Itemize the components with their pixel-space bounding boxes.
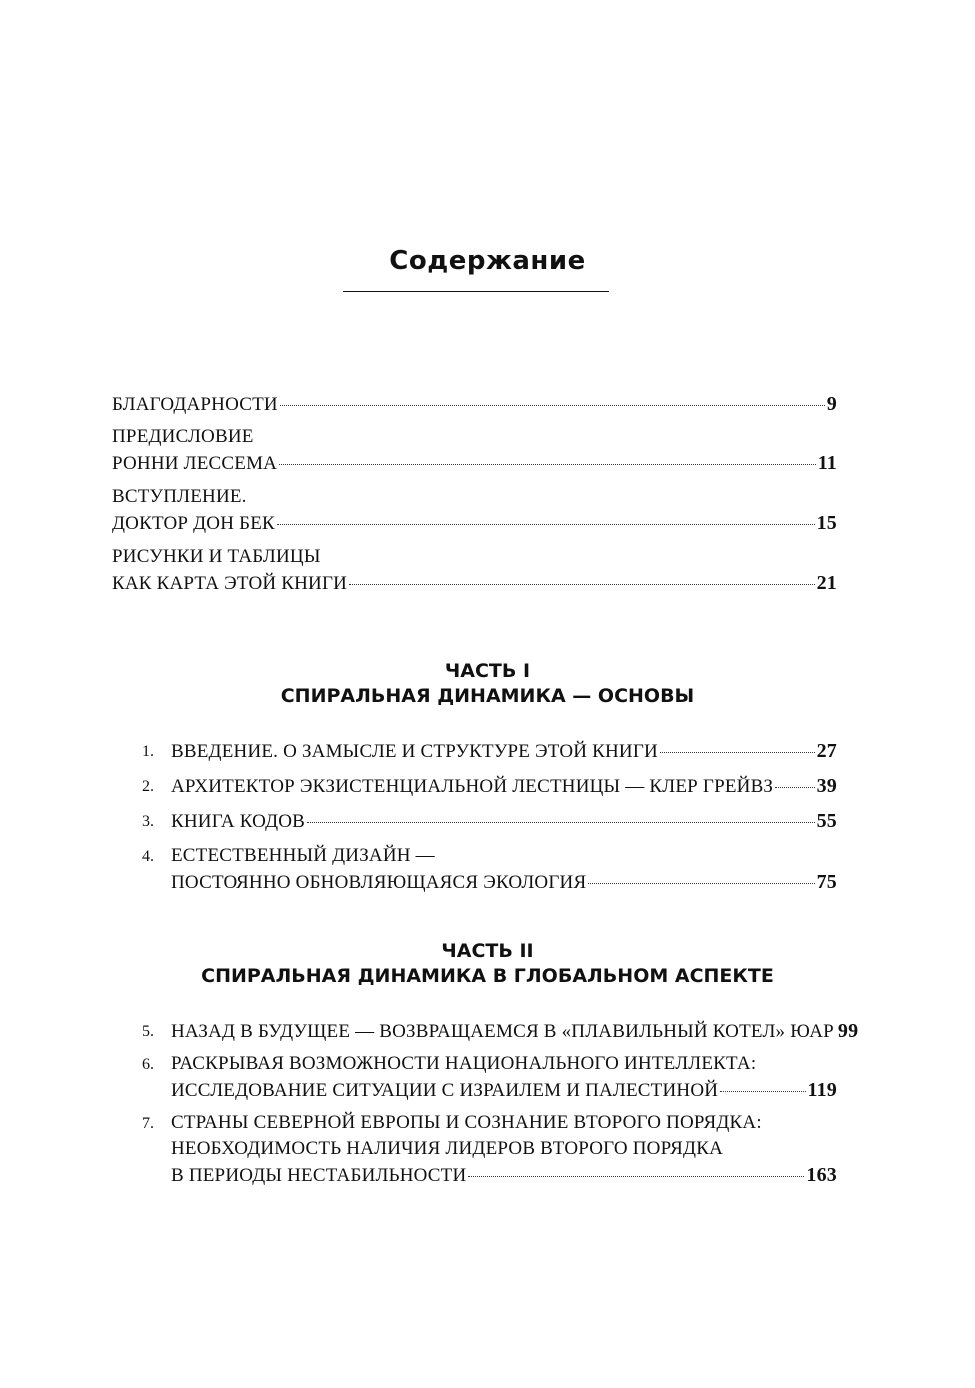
toc-entry-acknowledgements[interactable] — [112, 391, 837, 417]
part-label: ЧАСТЬ I — [444, 660, 531, 682]
toc-entry-introduction[interactable] — [112, 484, 837, 536]
toc-entry-title-line: ЕСТЕСТВЕННЫЙ ДИЗАЙН — — [171, 845, 435, 866]
part-title: СПИРАЛЬНАЯ ДИНАМИКА — ОСНОВЫ — [280, 685, 695, 707]
toc-page-number: 11 — [817, 452, 837, 474]
toc-entry-title: ДОКТОР ДОН БЕК — [112, 513, 275, 534]
toc-entry-title: РОННИ ЛЕССЕМА — [112, 453, 278, 474]
toc-chapter-4[interactable] — [171, 843, 837, 895]
toc-page-number: 21 — [816, 572, 837, 594]
dot-leader — [279, 464, 816, 465]
part-label: ЧАСТЬ II — [441, 940, 534, 962]
dot-leader — [277, 524, 815, 525]
toc-entry-title-line: СТРАНЫ СЕВЕРНОЙ ЕВРОПЫ И СОЗНАНИЕ ВТОРОГО ПОРЯДКА: — [171, 1112, 762, 1133]
toc-entry-title: ИССЛЕДОВАНИЕ СИТУАЦИИ С ИЗРАИЛЕМ И ПАЛЕСТИНОЙ — [171, 1080, 719, 1101]
title-divider — [343, 291, 609, 292]
toc-chapter-5[interactable] — [171, 1018, 859, 1044]
toc-entry-title: В ПЕРИОДЫ НЕСТАБИЛЬНОСТИ — [171, 1165, 467, 1186]
dot-leader — [468, 1176, 804, 1177]
chapter-number: 3. — [142, 813, 154, 830]
toc-entry-title-line: РАСКРЫВАЯ ВОЗМОЖНОСТИ НАЦИОНАЛЬНОГО ИНТЕЛЛЕКТА: — [171, 1053, 757, 1074]
chapter-number: 5. — [142, 1023, 154, 1040]
toc-page-number: 99 — [837, 1020, 859, 1042]
dot-leader — [307, 822, 815, 823]
dot-leader — [280, 405, 825, 406]
toc-chapter-3[interactable] — [171, 808, 837, 834]
chapter-number: 4. — [142, 848, 154, 865]
chapter-number: 2. — [142, 778, 154, 795]
toc-entry-title: ВВЕДЕНИЕ. О ЗАМЫСЛЕ И СТРУКТУРЕ ЭТОЙ КНИГИ — [171, 741, 658, 762]
toc-entry-title: КАК КАРТА ЭТОЙ КНИГИ — [112, 573, 348, 594]
toc-page-number: 75 — [816, 871, 837, 893]
dot-leader — [720, 1091, 805, 1092]
toc-entry-figures-and-tables[interactable] — [112, 544, 837, 596]
part-heading[interactable] — [0, 939, 975, 989]
toc-chapter-1[interactable] — [171, 738, 837, 764]
toc-page-number: 9 — [826, 393, 837, 415]
chapter-number: 7. — [142, 1115, 154, 1132]
part-title: СПИРАЛЬНАЯ ДИНАМИКА В ГЛОБАЛЬНОМ АСПЕКТЕ — [201, 965, 774, 987]
toc-entry-title: НАЗАД В БУДУЩЕЕ — ВОЗВРАЩАЕМСЯ В «ПЛАВИЛЬНЫЙ КОТЕЛ» ЮАР — [171, 1021, 834, 1042]
dot-leader — [588, 883, 814, 884]
toc-page-number: 15 — [816, 512, 837, 534]
toc-page-number: 55 — [816, 810, 837, 832]
dot-leader — [660, 752, 815, 753]
toc-entry-title-line: НЕОБХОДИМОСТЬ НАЛИЧИЯ ЛИДЕРОВ ВТОРОГО ПОРЯДКА — [171, 1138, 723, 1159]
dot-leader — [775, 787, 814, 788]
toc-entry-title-line: ПРЕДИСЛОВИЕ — [112, 426, 254, 447]
toc-entry-title-line: ВСТУПЛЕНИЕ. — [112, 486, 247, 507]
toc-page-number: 163 — [806, 1164, 837, 1186]
chapter-number: 1. — [142, 743, 154, 760]
toc-chapter-6[interactable] — [171, 1051, 837, 1103]
toc-chapter-2[interactable] — [171, 773, 837, 799]
toc-page-number: 27 — [816, 740, 837, 762]
toc-entry-title: БЛАГОДАРНОСТИ — [112, 394, 278, 415]
toc-chapter-7[interactable] — [171, 1110, 837, 1188]
dot-leader — [349, 584, 815, 585]
toc-page-number: 39 — [816, 775, 837, 797]
toc-entry-title: ПОСТОЯННО ОБНОВЛЯЮЩАЯСЯ ЭКОЛОГИЯ — [171, 872, 587, 893]
toc-entry-title-line: РИСУНКИ И ТАБЛИЦЫ — [112, 546, 321, 567]
toc-page-number: 119 — [807, 1079, 837, 1101]
toc-entry-title: АРХИТЕКТОР ЭКЗИСТЕНЦИАЛЬНОЙ ЛЕСТНИЦЫ — КЛЕР ГРЕЙВЗ — [171, 776, 774, 797]
chapter-number: 6. — [142, 1056, 154, 1073]
page-title: Содержание — [389, 246, 586, 277]
toc-entry-title: КНИГА КОДОВ — [171, 811, 306, 832]
part-heading[interactable] — [0, 659, 975, 709]
toc-entry-foreword[interactable] — [112, 424, 837, 476]
